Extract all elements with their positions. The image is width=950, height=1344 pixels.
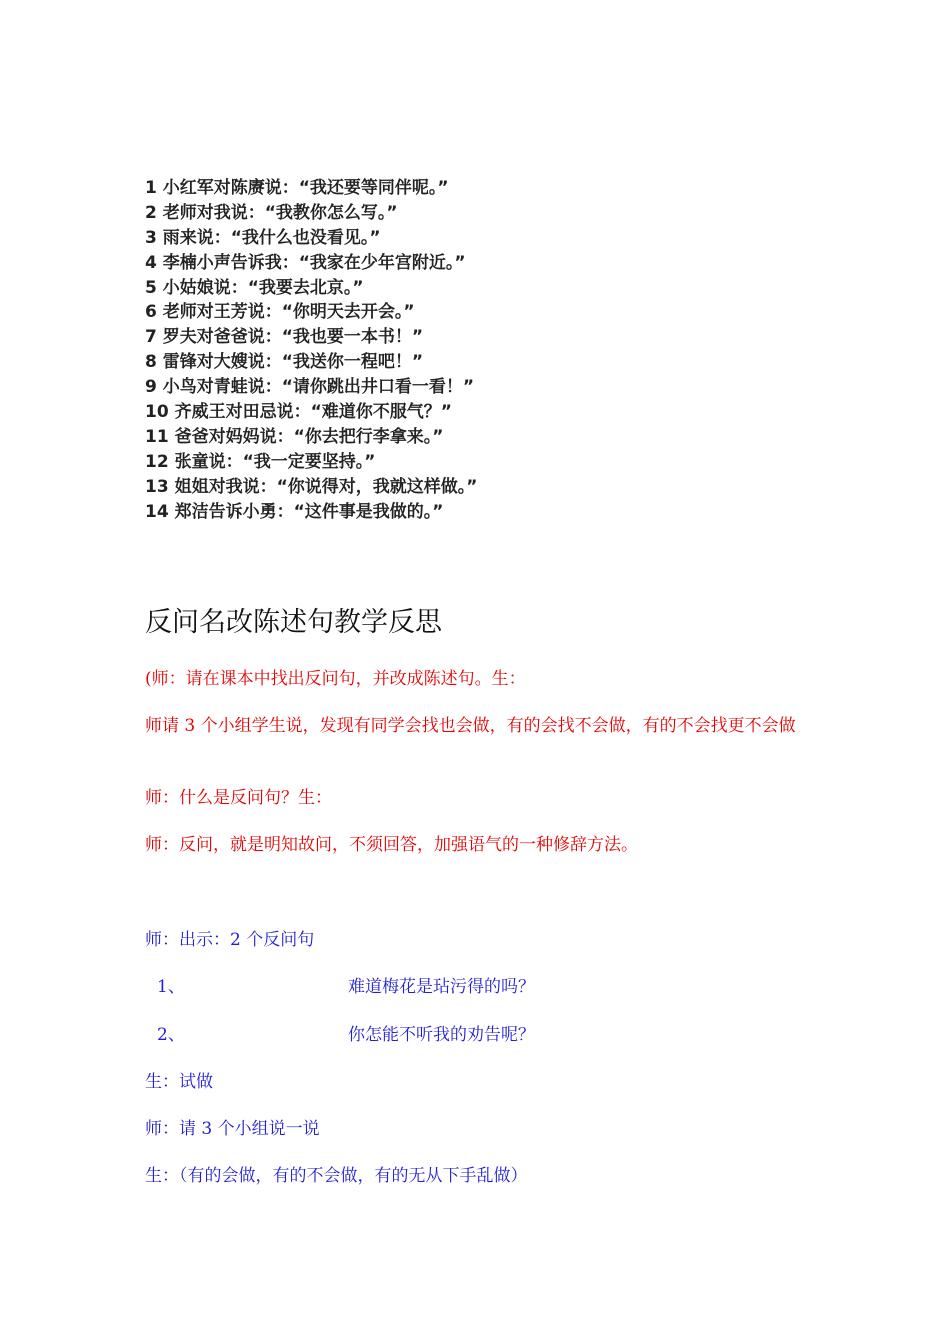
list-item: 9 小鸟对青蛙说：“请你跳出井口看一看！” [145,377,475,398]
list-item: 10 齐威王对田忌说：“难道你不服气？” [145,402,452,423]
list-item: 14 郑洁告诉小勇：“这件事是我做的。” [145,501,444,522]
definition-text: 师：反问，就是明知故问，不须回答，加强语气的一种修辞方法。 [145,835,638,855]
example-number: 2、 [157,1025,185,1045]
list-item: 2 老师对我说：“我教你怎么写。” [145,202,398,223]
list-item: 4 李楠小声告诉我：“我家在少年宫附近。” [145,252,466,273]
teacher-ask: 师：请 3 个小组说一说 [145,1119,320,1139]
student-answer: 生：（有的会做，有的不会做，有的无从下手乱做） [145,1166,528,1186]
list-item: 1 小红军对陈赓说：“我还要等同伴呢。” [145,178,449,198]
list-item: 13 姐姐对我说：“你说得对，我就这样做。” [145,476,478,497]
list-item: 6 老师对王芳说：“你明天去开会。” [145,302,415,323]
section-heading: 反问名改陈述句教学反思 [145,607,442,638]
group-observation: 师请 3 个小组学生说，发现有同学会找也会做，有的会找不会做，有的不会找更不会做 [145,716,796,736]
list-item: 12 张童说：“我一定要坚持。” [145,451,376,472]
student-try: 生：试做 [145,1072,213,1092]
show-examples: 师：出示：2 个反问句 [145,930,315,950]
teacher-instruction: (师：请在课本中找出反问句，并改成陈述句。生： [145,669,526,689]
sentence-list [145,176,477,524]
example-sentence: 难道梅花是玷污得的吗？ [348,977,535,997]
example-number: 1、 [157,977,185,997]
list-item: 3 雨来说：“我什么也没看见。” [145,227,381,248]
list-item: 7 罗夫对爸爸说：“我也要一本书！” [145,327,424,348]
example-sentence: 你怎能不听我的劝告呢？ [348,1025,535,1045]
list-item: 5 小姑娘说：“我要去北京。” [145,277,364,298]
question-definition-prompt: 师：什么是反问句？生： [145,788,332,808]
list-item: 8 雷锋对大嫂说：“我送你一程吧！” [145,352,424,373]
list-item: 11 爸爸对妈妈说：“你去把行李拿来。” [145,426,444,447]
